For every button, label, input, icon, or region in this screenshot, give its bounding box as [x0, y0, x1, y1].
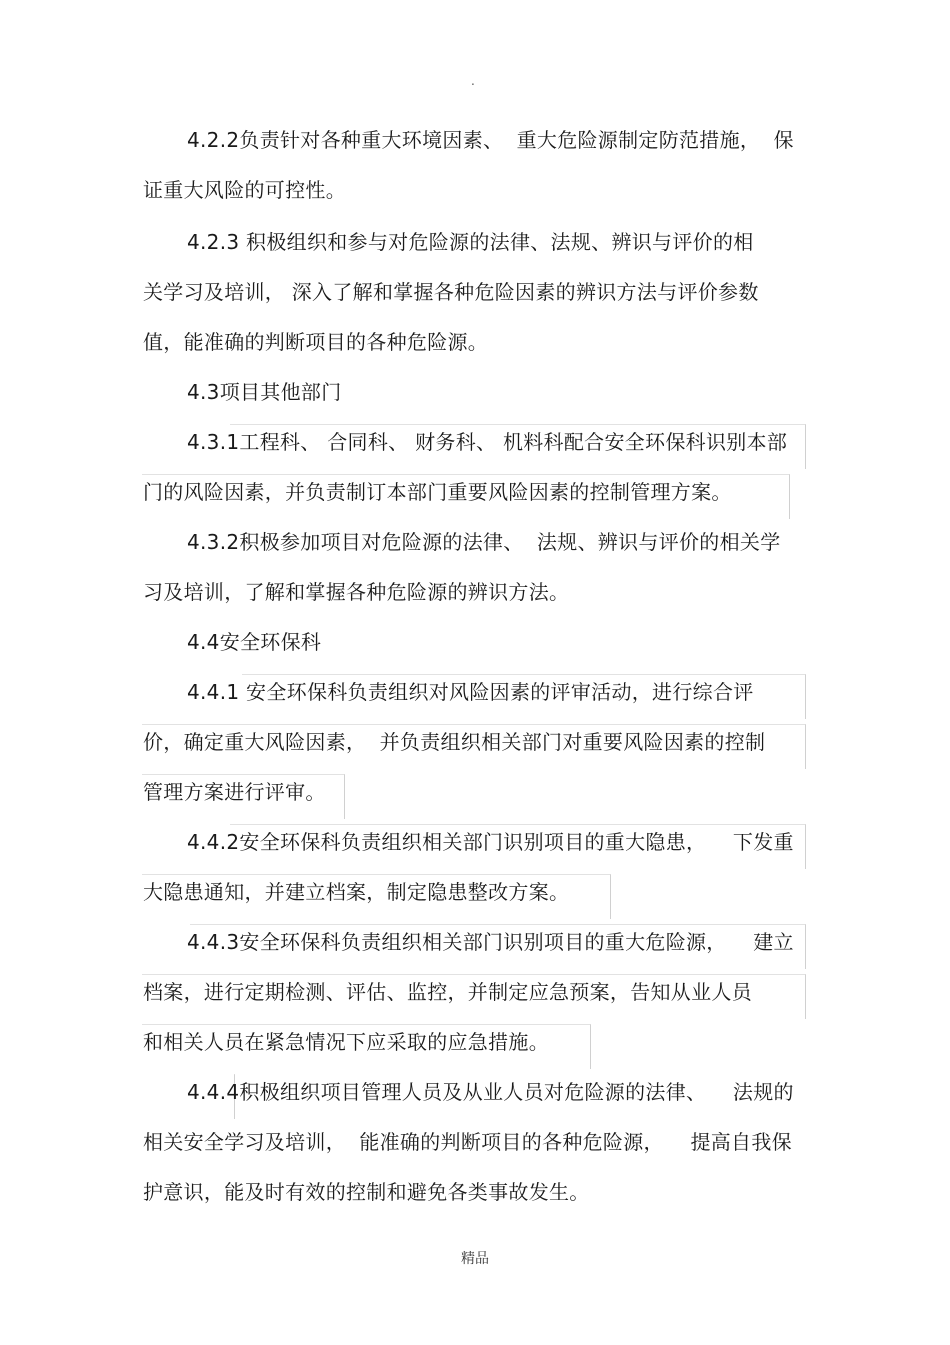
- line-14: 管理方案进行评审。: [143, 780, 326, 804]
- line-6: 4.3项目其他部门: [187, 380, 342, 404]
- line-12: 4.4.1 安全环保科负责组织对风险因素的评审活动，进行综合评: [187, 680, 754, 704]
- line-10: 习及培训，了解和掌握各种危险源的辨识方法。: [143, 580, 570, 604]
- line-19: 和相关人员在紧急情况下应采取的应急措施。: [143, 1030, 549, 1054]
- line-9: 4.3.2积极参加项目对危险源的法律、 法规、辨识与评价的相关学: [187, 530, 781, 554]
- line-21: 相关安全学习及培训， 能准确的判断项目的各种危险源， 提高自我保: [143, 1130, 792, 1154]
- line-17: 4.4.3安全环保科负责组织相关部门识别项目的重大危险源， 建立: [187, 930, 794, 954]
- line-16: 大隐患通知，并建立档案，制定隐患整改方案。: [143, 880, 570, 904]
- line-7: 4.3.1工程科、 合同科、 财务科、 机料科配合安全环保科识别本部: [187, 430, 788, 454]
- footer-label: 精品: [461, 1251, 489, 1267]
- line-4: 关学习及培训， 深入了解和掌握各种危险因素的辨识方法与评价参数: [143, 280, 759, 304]
- line-13: 价，确定重大风险因素， 并负责组织相关部门对重要风险因素的控制: [143, 730, 766, 754]
- line-8: 门的风险因素，并负责制订本部门重要风险因素的控制管理方案。: [143, 480, 732, 504]
- line-22: 护意识，能及时有效的控制和避免各类事故发生。: [143, 1180, 590, 1204]
- line-1: 4.2.2负责针对各种重大环境因素、 重大危险源制定防范措施， 保: [187, 128, 794, 152]
- line-20: 4.4.4积极组织项目管理人员及从业人员对危险源的法律、 法规的: [187, 1080, 794, 1104]
- line-2: 证重大风险的可控性。: [143, 178, 346, 202]
- line-11: 4.4安全环保科: [187, 630, 322, 654]
- line-18: 档案，进行定期检测、评估、监控，并制定应急预案，告知从业人员: [143, 980, 752, 1004]
- header-mark: .: [471, 74, 475, 88]
- line-15: 4.4.2安全环保科负责组织相关部门识别项目的重大隐患， 下发重: [187, 830, 794, 854]
- line-3: 4.2.3 积极组织和参与对危险源的法律、法规、辨识与评价的相: [187, 230, 754, 254]
- line-5: 值，能准确的判断项目的各种危险源。: [143, 330, 489, 354]
